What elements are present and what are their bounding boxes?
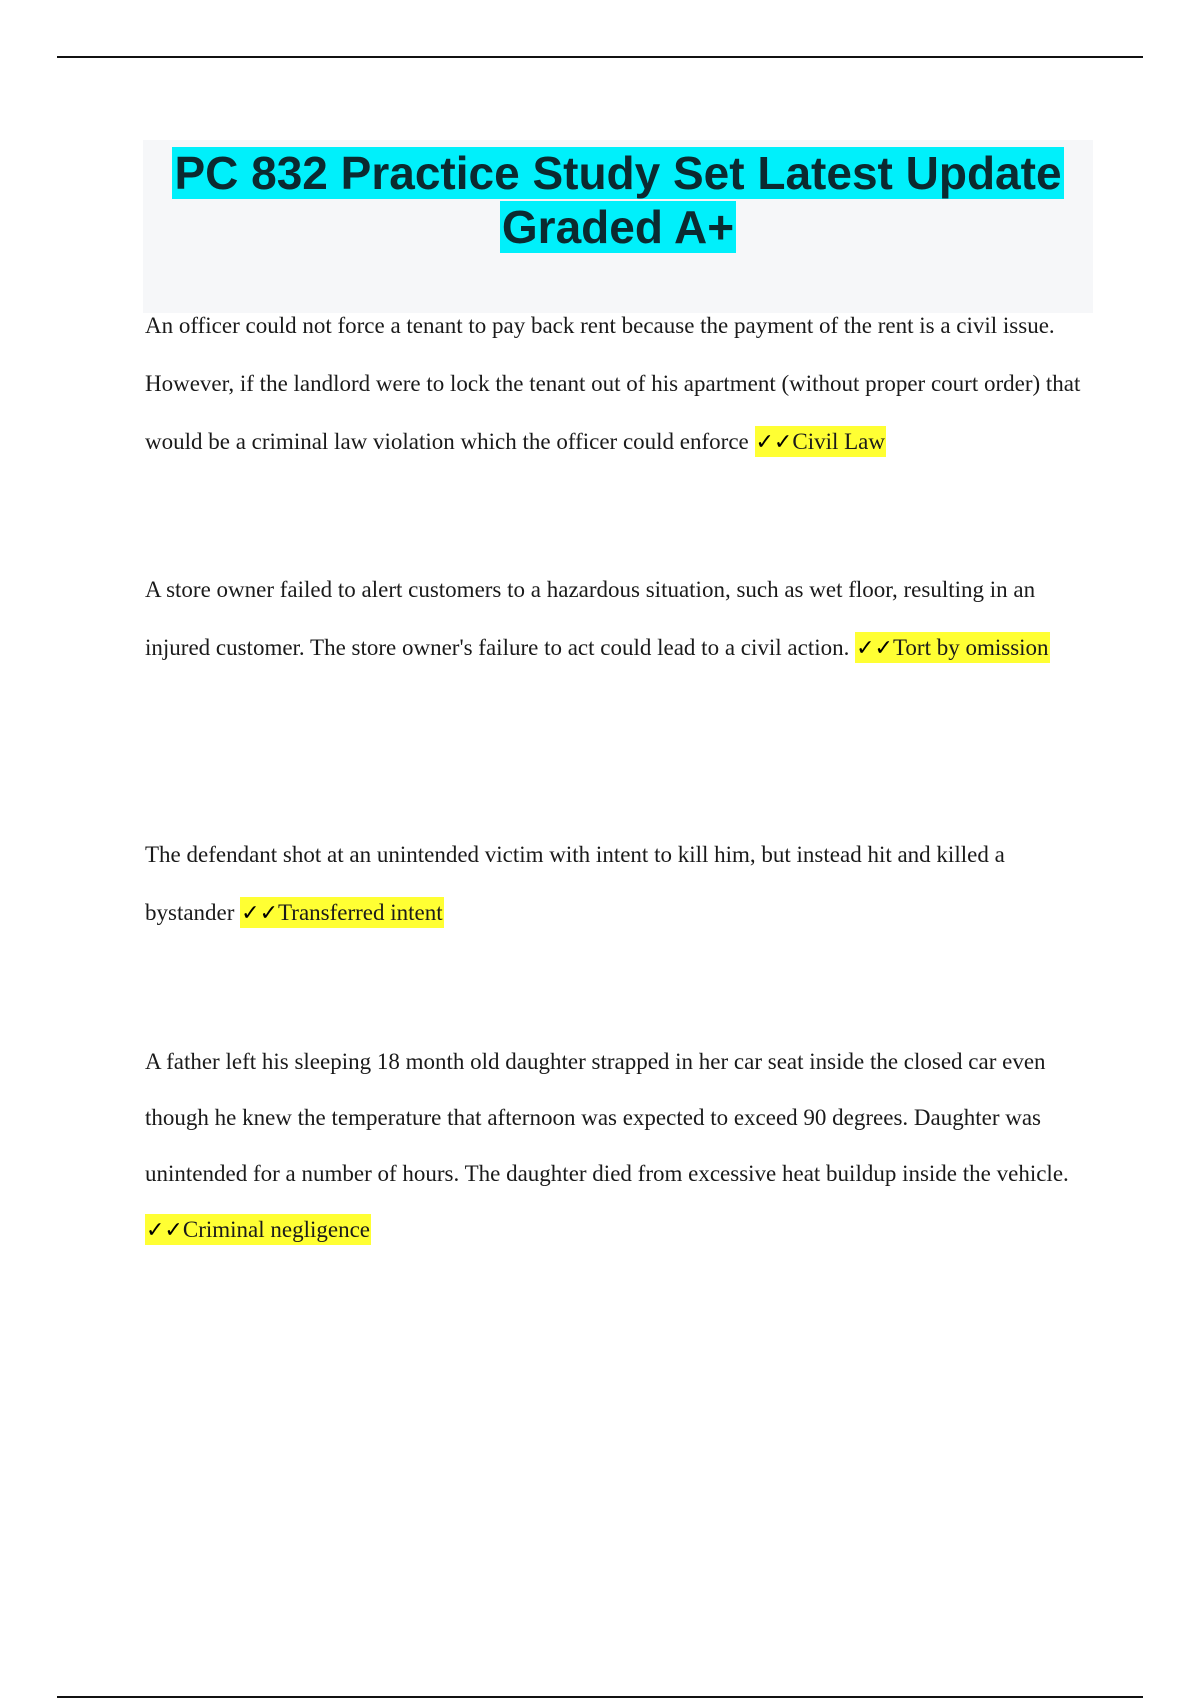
answer-text: Civil Law xyxy=(792,429,886,454)
answer-text: Criminal negligence xyxy=(182,1217,371,1242)
question-text: An officer could not force a tenant to pay back rent because the payment of the rent is a civil issue. However, if the landlord were to lock the tenant out of his apartment (without proper court order) that would be a criminal law violation which the officer could enforce xyxy=(145,313,1081,454)
answer-text: Tort by omission xyxy=(892,635,1049,660)
title-highlight: PC 832 Practice Study Set Latest Update Graded A+ xyxy=(174,147,1062,253)
answer-highlight xyxy=(755,426,887,457)
qa-item xyxy=(145,561,1090,678)
question-text: A store owner failed to alert customers to a hazardous situation, such as wet floor, resulting in an injured customer. The store owner's failure to act could lead to a civil action. xyxy=(145,577,1036,660)
page-title xyxy=(143,140,1093,254)
answer-highlight xyxy=(145,1214,371,1245)
answer-text: Transferred intent xyxy=(278,900,443,925)
top-rule xyxy=(57,56,1143,58)
qa-item xyxy=(145,826,1090,943)
qa-item xyxy=(145,297,1090,472)
title-block xyxy=(143,140,1093,313)
double-check-icon: ✓✓ xyxy=(856,636,893,661)
double-check-icon: ✓✓ xyxy=(146,1218,183,1243)
question-text: A father left his sleeping 18 month old daughter strapped in her car seat inside the closed car even though he knew the temperature that afternoon was expected to exceed 90 degrees. Daughter was unintended for a number of hours. The daughter died from excessive heat buildup inside the vehicle. xyxy=(145,1049,1069,1186)
question-text: The defendant shot at an unintended victim with intent to kill him, but instead hit and killed a bystander xyxy=(145,842,1005,925)
bottom-rule xyxy=(57,1696,1143,1698)
qa-item xyxy=(145,1034,1090,1259)
double-check-icon: ✓✓ xyxy=(755,430,793,455)
answer-highlight xyxy=(855,632,1049,663)
double-check-icon: ✓✓ xyxy=(241,901,279,926)
answer-highlight xyxy=(240,897,443,928)
